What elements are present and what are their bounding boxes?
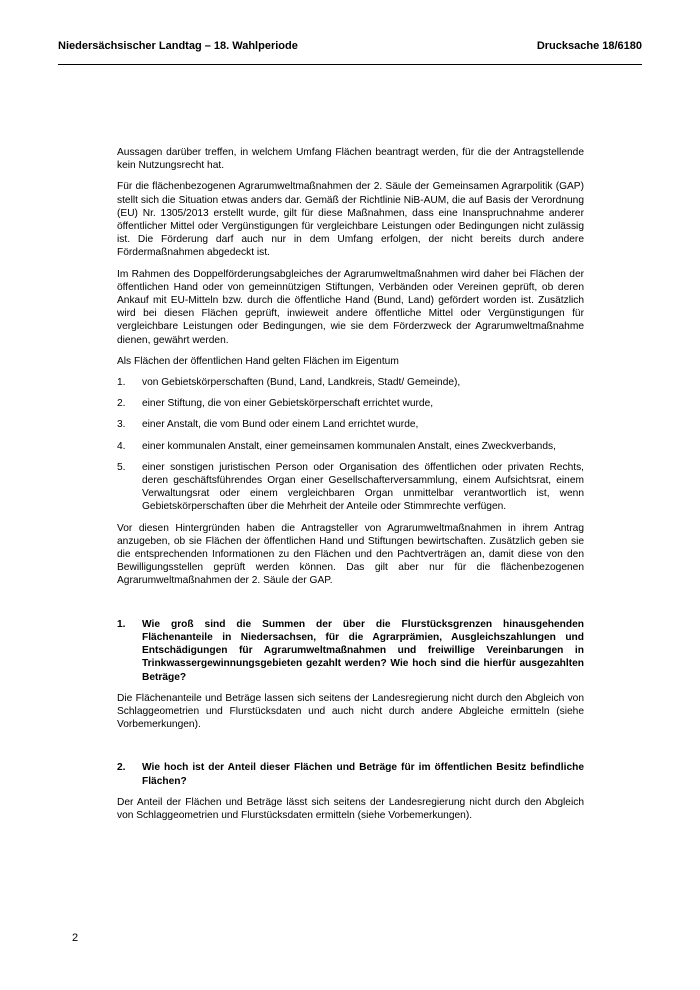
list-text: von Gebietskörperschaften (Bund, Land, Landkreis, Stadt/ Gemeinde), xyxy=(142,377,461,389)
ownership-list xyxy=(117,376,584,514)
list-item xyxy=(117,376,584,389)
list-text: einer Anstalt, die vom Bund oder einem Land errichtet wurde, xyxy=(142,419,419,431)
question-2 xyxy=(117,761,584,787)
list-item xyxy=(117,418,584,431)
page-header xyxy=(58,40,642,65)
list-number: 1. xyxy=(117,377,126,389)
question-text: Wie hoch ist der Anteil dieser Flächen und Beträge für im öffentlichen Besitz befindliche Flächen? xyxy=(142,762,584,787)
list-number: 5. xyxy=(117,461,126,473)
list-number: 2. xyxy=(117,398,126,410)
question-number: 2. xyxy=(117,762,126,774)
answer-2: Der Anteil der Flächen und Beträge lässt sich seitens der Landesregierung nicht durch den Abgleich von Schlaggeometrien und Flurstücksdaten ermitteln (siehe Vorbemerkungen). xyxy=(117,796,584,821)
page-number: 2 xyxy=(72,932,79,944)
page-body xyxy=(117,146,584,830)
paragraph: Aussagen darüber treffen, in welchem Umfang Flächen beantragt werden, für die der Antragstellende kein Nutzungsrecht hat. xyxy=(117,147,584,172)
list-text: einer sonstigen juristischen Person oder Organisation des öffentlichen oder privaten Rechts, deren geschäftsführendes Organ einer Gesellschafterversammlung, einem Aufsichtsrat, einem Verwaltungsrat oder einem vergleichbaren Organ unmittelbar verantwortlich ist, wenn Gebietskörperschaften über die Mehrheit der Anteile oder Stimmrechte verfügen. xyxy=(142,461,584,513)
header-title: Niedersächsischer Landtag – 18. Wahlperiode xyxy=(58,40,298,52)
list-number: 3. xyxy=(117,419,126,431)
paragraph: Für die flächenbezogenen Agrarumweltmaßnahmen der 2. Säule der Gemeinsamen Agrarpolitik (GAP) stellt sich die Situation etwas anders dar. Gemäß der Richtlinie NiB-AUM, die auf Basis der Verordnung (EU) Nr. 1305/2013 erstellt wurde, gilt für diese Maßnahmen, dass eine Inanspruchnahme anderer öffentlicher Mittel oder Vergünstigungen für vergleichbare Leistungen oder Bedingungen nicht zulässig ist. Die Förderung darf auch nur in dem Umfang erfolgen, der nicht bereits durch andere Fördermaßnahmen abgedeckt ist. xyxy=(117,181,584,259)
paragraph: Als Flächen der öffentlichen Hand gelten Flächen im Eigentum xyxy=(117,355,399,367)
list-text: einer kommunalen Anstalt, einer gemeinsamen kommunalen Anstalt, eines Zweckverbands, xyxy=(142,440,556,452)
paragraph: Vor diesen Hintergründen haben die Antragsteller von Agrarumweltmaßnahmen in ihrem Antrag anzugeben, ob sie Flächen der öffentlichen Hand und Stiftungen bewirtschaften. Zusätzlich geben sie die entsprechenden Informationen zu den Flächen und den Pachtverträgen an, damit diese von den Bewilligungsstellen geprüft werden können. Das gilt aber nur für die flächenbezogenen Agrarumweltmaßnahmen der 2. Säule der GAP. xyxy=(117,522,584,587)
list-item xyxy=(117,461,584,514)
question-text: Wie groß sind die Summen der über die Flurstücksgrenzen hinausgehenden Flächenanteile in Niedersachsen, für die Agrarprämien, Ausgleichszahlungen und Entschädigungen für Agrarumweltmaßnahmen und freiwillige Vereinbarungen in Trinkwassergewinnungsgebieten gezahlt werden? Wie hoch sind die hierfür ausgezahlten Beträge? xyxy=(142,618,584,683)
list-text: einer Stiftung, die von einer Gebietskörperschaft errichtet wurde, xyxy=(142,398,434,410)
list-item xyxy=(117,440,584,453)
list-item xyxy=(117,397,584,410)
paragraph: Im Rahmen des Doppelförderungsabgleiches der Agrarumweltmaßnahmen wird daher bei Flächen der öffentlichen Hand oder von gemeinnützigen Stiftungen, Verbänden oder Vereinen geprüft, ob deren Ankauf mit EU-Mitteln bzw. durch die öffentliche Hand (Bund, Land) gefördert worden ist. Zusätzlich wird bei diesen Flächen geprüft, inwieweit andere öffentliche Mittel oder Vergünstigungen für vergleichbare Leistungen oder Bedingungen, wie sie dem Förderzweck der Agrarumweltmaßnahme dienen, gewährt werden. xyxy=(117,268,584,346)
question-number: 1. xyxy=(117,618,126,630)
question-1 xyxy=(117,618,584,684)
list-number: 4. xyxy=(117,440,126,452)
document-number: Drucksache 18/6180 xyxy=(536,40,642,52)
answer-1: Die Flächenanteile und Beträge lassen sich seitens der Landesregierung nicht durch den Abgleich von Schlaggeometrien und Flurstücksdaten und auch nicht durch andere Abgleiche ermitteln (siehe Vorbemerkungen). xyxy=(117,692,584,731)
